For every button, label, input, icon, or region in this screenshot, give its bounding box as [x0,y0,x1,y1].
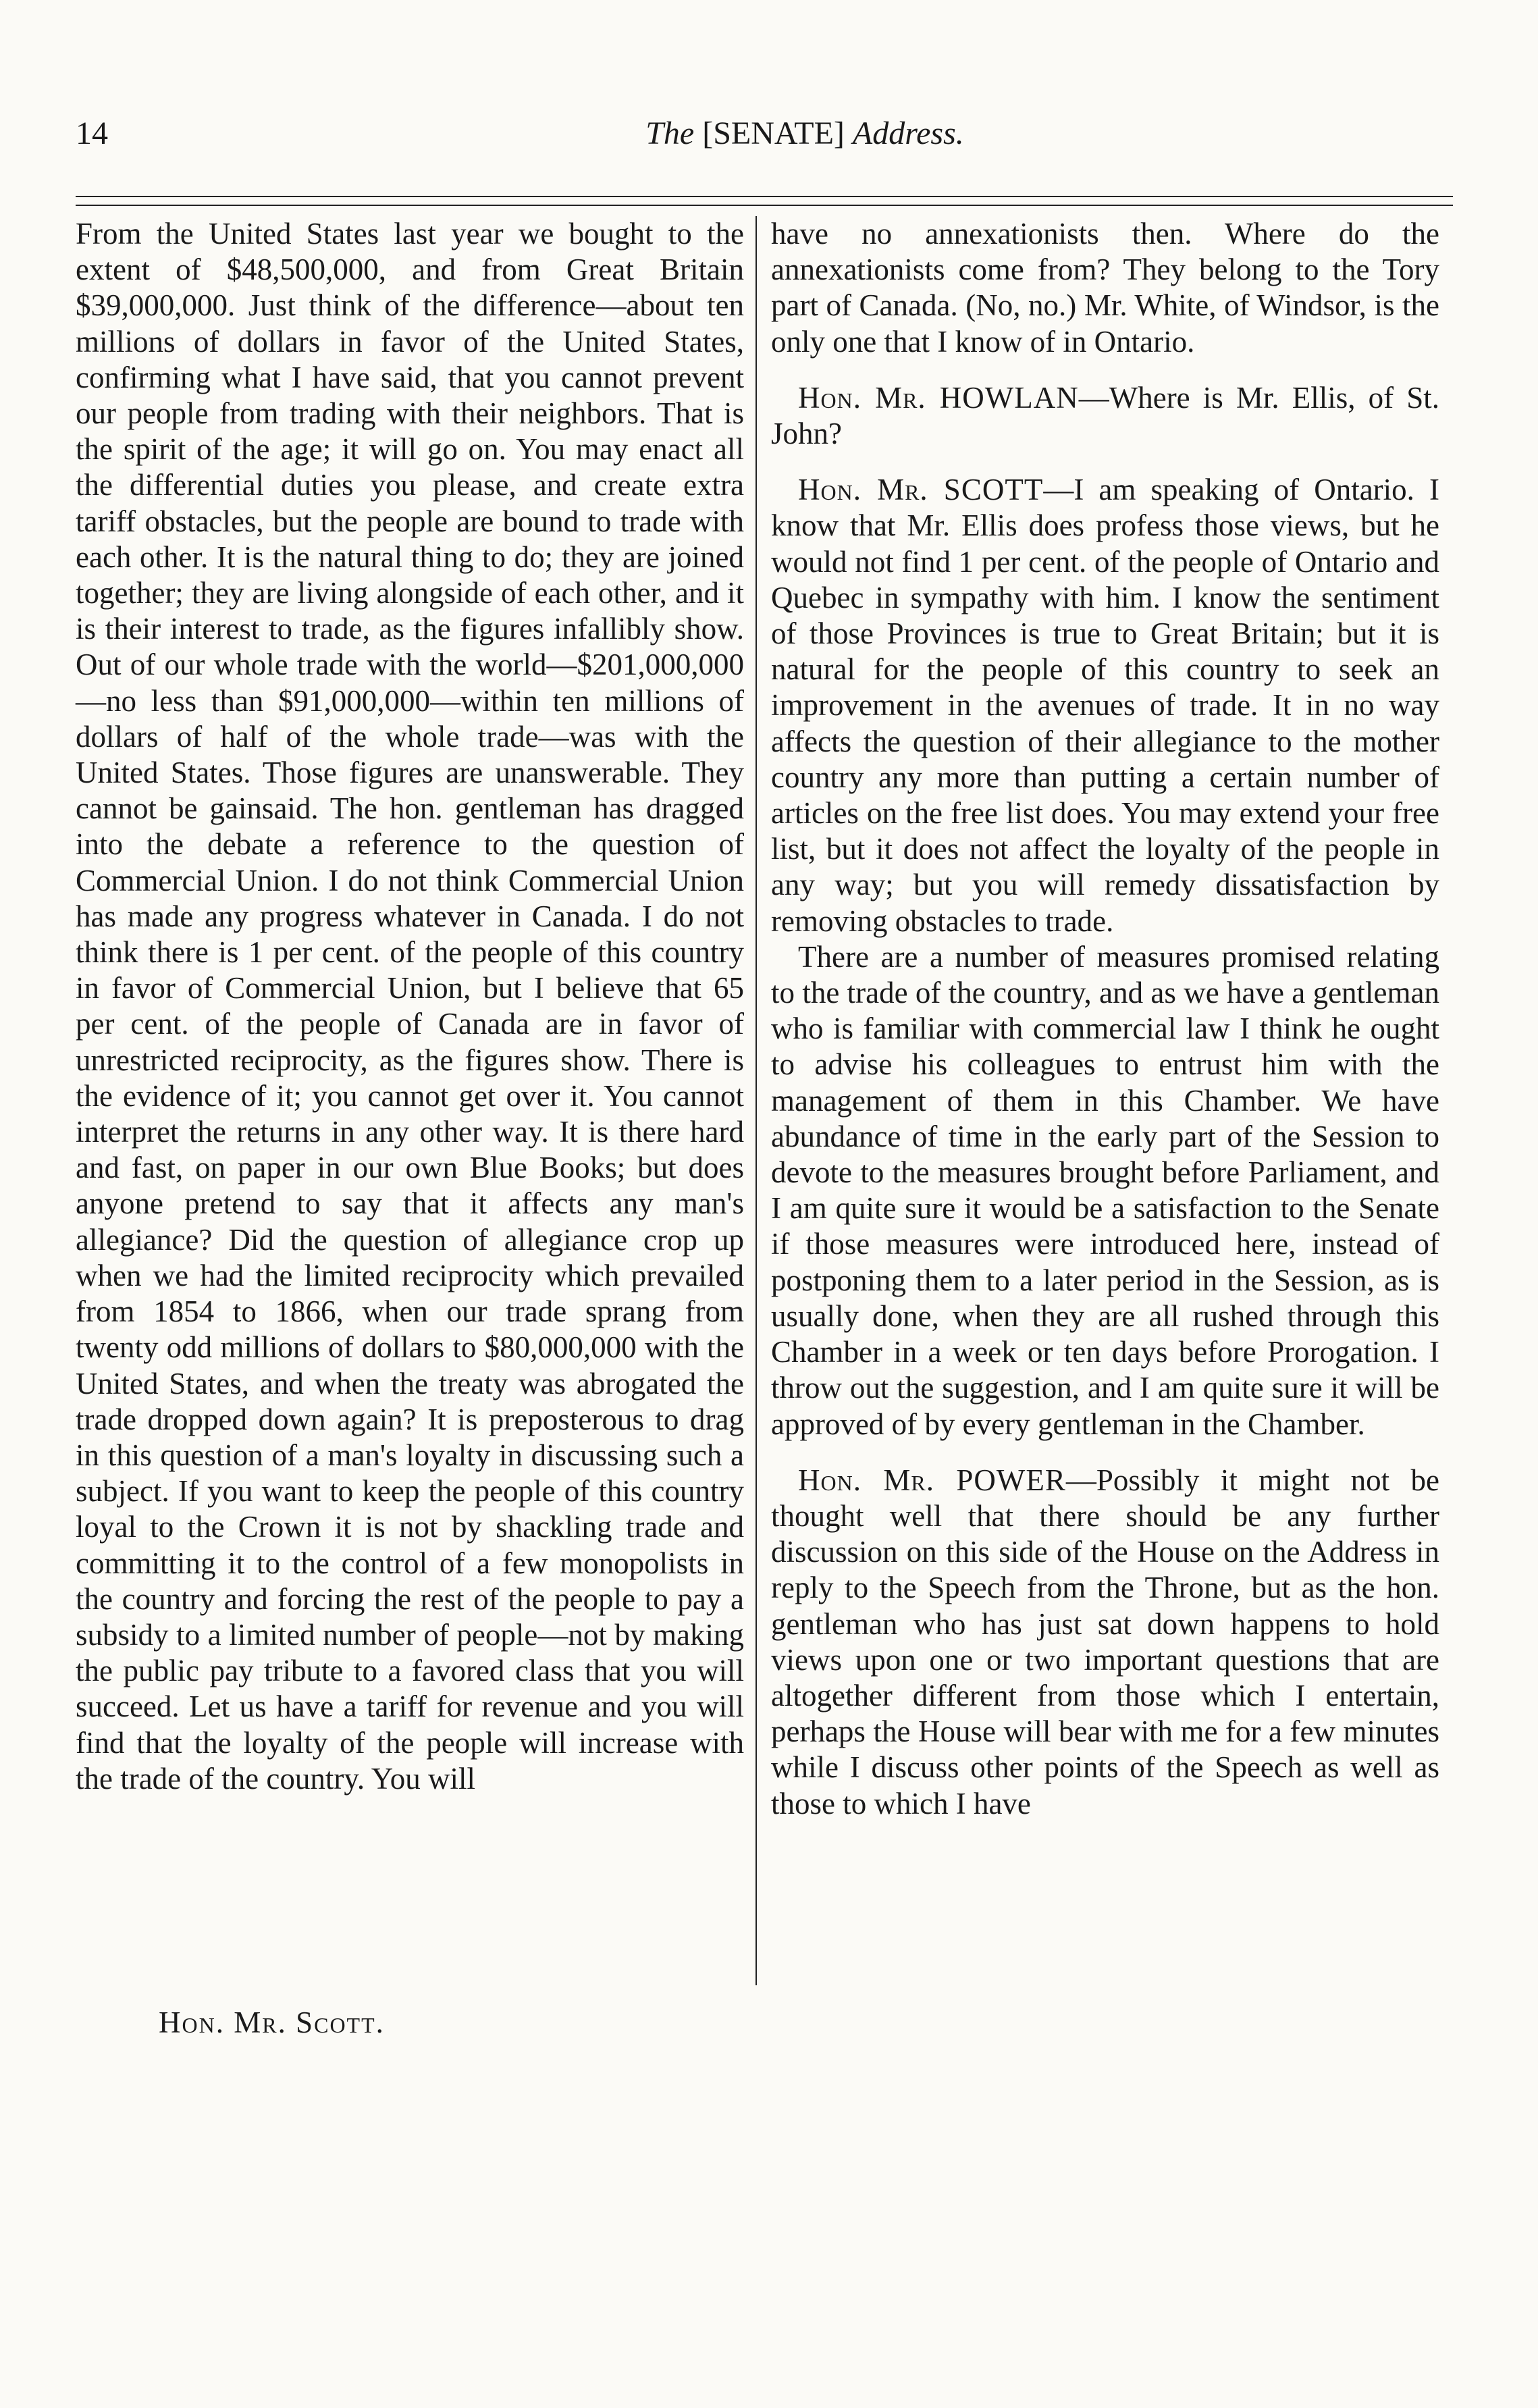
scott-text: —I am speaking of Ontario. I know that Mr. Ellis does profess those views, but he would not find 1 per cent. of the people of Ontario and Quebec in sympathy with him. I know the sentiment of those Provinces is true to Great Britain; but it is natural for the people of this country to seek an improvement in the avenues of trade. It in no way affects the question of their allegiance to the mother country any more than putting a certain number of articles on the free list does. You may extend your free list, but it does not affect the loyalty of the people in any way; but you will remedy dissatisfaction by removing obstacles to trade. [771,473,1440,938]
right-column [771,216,1439,1822]
speaker-howlan: Hon. Mr. HOWLAN [798,380,1079,415]
howlan-remark [771,380,1439,452]
title-prefix: The [645,115,695,151]
howlan-text: —Where is Mr. Ellis, of St. John? [771,380,1439,451]
left-paragraph: From the United States last year we bought to the extent of $48,500,000, and from Great Britain $39,000,000. Just think of the difference—about ten millions of dollars in favor of the United States, confirming what I have said, that you cannot prevent our people from trading with their neighbors. That is the spirit of the age; it will go on. You may enact all the differential duties you please, and create extra tariff obstacles, but the people are bound to trade with each other. It is the natural thing to do; they are joined together; they are living alongside of each other, and it is their interest to trade, as the figures infallibly show. Out of our whole trade with the world—$201,000,000—no less than $91,000,000—within ten millions of dollars of half of the whole trade—was with the United States. Those figures are unanswerable. They cannot be gainsaid. The hon. gentleman has dragged into the debate a reference to the question of Commercial Union. I do not think Commercial Union has made any progress whatever in Canada. I do not think there is 1 per cent. of the people of this country in favor of Commercial Union, but I believe that 65 per cent. of the people of Canada are in favor of unrestricted reciprocity, as the figures show. There is the evidence of it; you cannot get over it. You cannot interpret the returns in any other way. It is there hard and fast, on paper in our own Blue Books; but does anyone pretend to say that it affects any man's allegiance? Did the question of allegiance crop up when we had the limited reciprocity which prevailed from 1854 to 1866, when our trade sprang from twenty odd millions of dollars to $80,000,000 with the United States, and when the treaty was abrogated the trade dropped down again? It is preposterous to drag in this question of a man's loyalty in discussing such a subject. If you want to keep the people of this country loyal to the Crown it is not by shackling trade and committing it to the control of a few monopolists in the country and forcing the rest of the people to pay a subsidy to a limited number of people—not by making the public pay tribute to a favored class that you will succeed. Let us have a tariff for revenue and you will find that the loyalty of the people will increase with the trade of the country. You will [76,217,744,1796]
power-remark [771,1463,1439,1822]
header-rule-bottom [76,205,1453,206]
left-column [76,216,744,1797]
header-rule-top [76,196,1453,197]
power-text: —Possibly it might not be thought well that there should be any further discussion on this side of the House on the Address in reply to the Speech from the Throne, but as the hon. gentleman who has just sat down happens to hold views upon one or two important questions that are altogether different from those which I entertain, perhaps the House will bear with me for a few minutes while I discuss other points of the Speech as well as those to which I have [771,1463,1440,1821]
right-paragraph-continuation: have no annexationists then. Where do the annexationists come from? They belong to the Tory part of Canada. (No, no.) Mr. White, of Windsor, is the only one that I know of in Ontario. [771,217,1439,359]
title-suffix: Address. [852,115,964,151]
speaker-power: Hon. Mr. POWER [798,1463,1066,1497]
running-title [157,113,1453,154]
scott-remark-continued: There are a number of measures promised relating to the trade of the country, and as we have a gentleman who is familiar with commercial law I think he ought to advise his colleagues to entrust him with the management of them in this Chamber. We have abundance of time in the early part of the Session to devote to the measures brought before Parliament, and I am quite sure it would be a satisfaction to the Senate if those measures were introduced here, instead of postponing them to a later period in the Session, as is usually done, when they are all rushed through this Chamber in a week or ten days before Prorogation. I throw out the suggestion, and I am quite sure it will be approved of by every gentleman in the Chamber. [771,939,1439,1441]
page-number: 14 [76,115,108,151]
column-divider [755,216,757,1985]
page-header [76,113,1453,167]
scott-remark [771,472,1439,939]
page-footer-speaker: Hon. Mr. Scott. [159,2006,385,2039]
title-chamber: [SENATE] [702,115,845,151]
speaker-scott: Hon. Mr. SCOTT [798,473,1044,507]
